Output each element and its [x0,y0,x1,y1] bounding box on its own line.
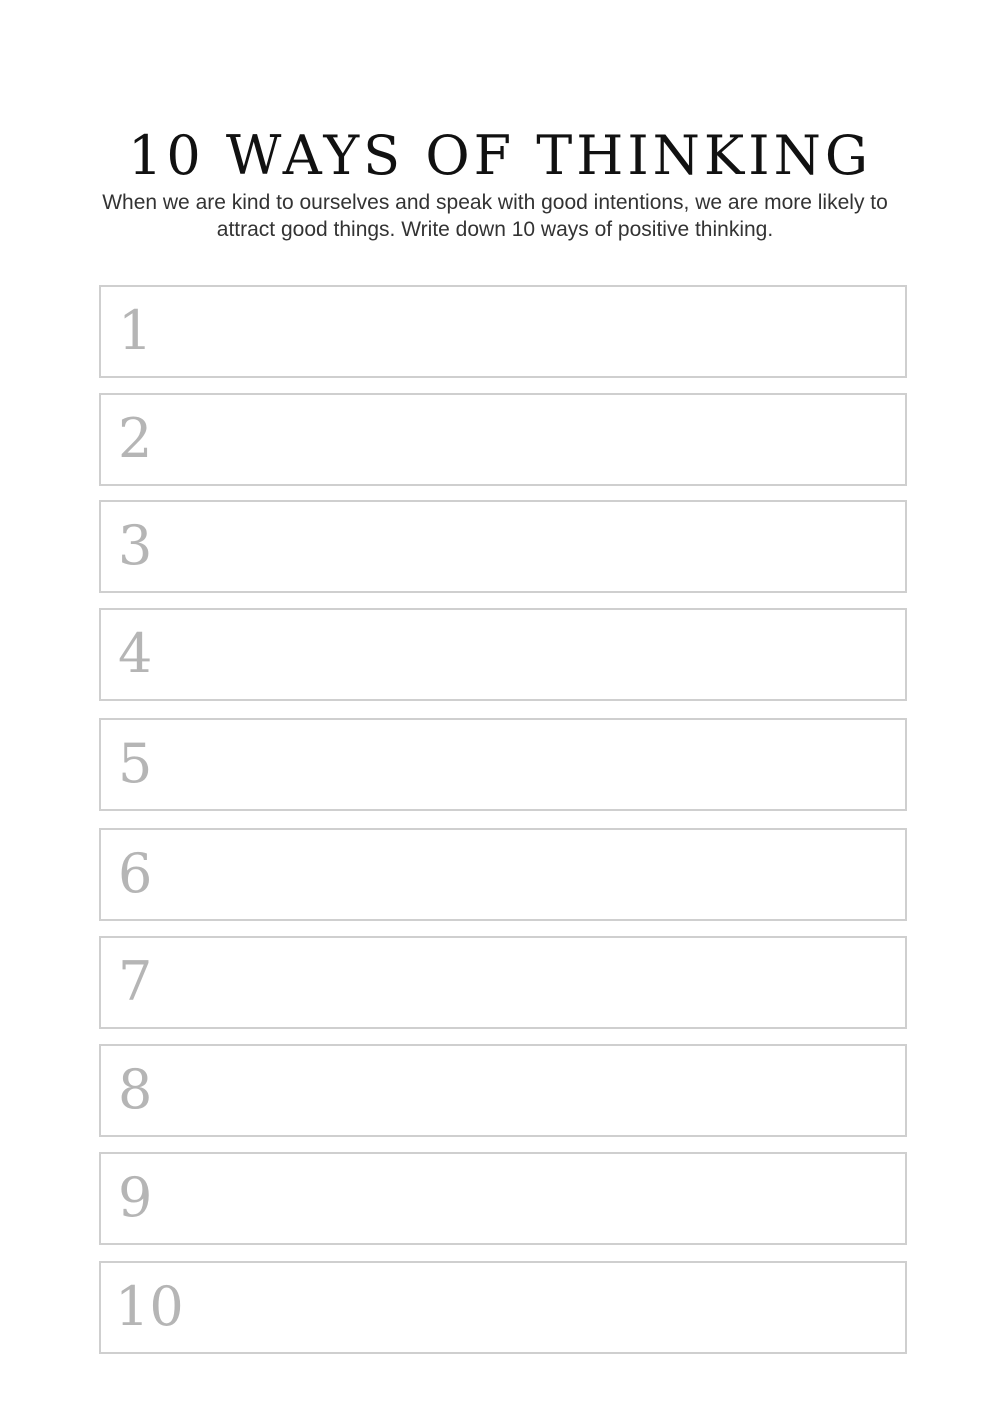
entry-number: 10 [115,1275,184,1338]
entry-number: 9 [118,1166,153,1229]
entry-box-8[interactable] [99,1044,907,1137]
entry-number: 6 [118,842,153,905]
entry-box-1[interactable] [99,285,907,378]
entry-box-3[interactable] [99,500,907,593]
entry-box-7[interactable] [99,936,907,1029]
entry-number: 3 [118,514,153,577]
entry-number: 8 [118,1058,153,1121]
entry-box-2[interactable] [99,393,907,486]
entry-number: 2 [118,407,153,470]
page-title: 10 WAYS OF THINKING [128,124,872,188]
entry-box-4[interactable] [99,608,907,701]
entry-box-6[interactable] [99,828,907,921]
entry-number: 5 [118,732,153,795]
entry-number: 4 [118,622,153,685]
entry-number: 7 [118,950,153,1013]
entry-box-9[interactable] [99,1152,907,1245]
page-instructions: When we are kind to ourselves and speak with good intentions, we are more likely to attract good things. Write down 10 ways of positive thinking. [102,191,888,241]
entry-box-10[interactable] [99,1261,907,1354]
entry-number: 1 [118,299,153,362]
entry-box-5[interactable] [99,718,907,811]
